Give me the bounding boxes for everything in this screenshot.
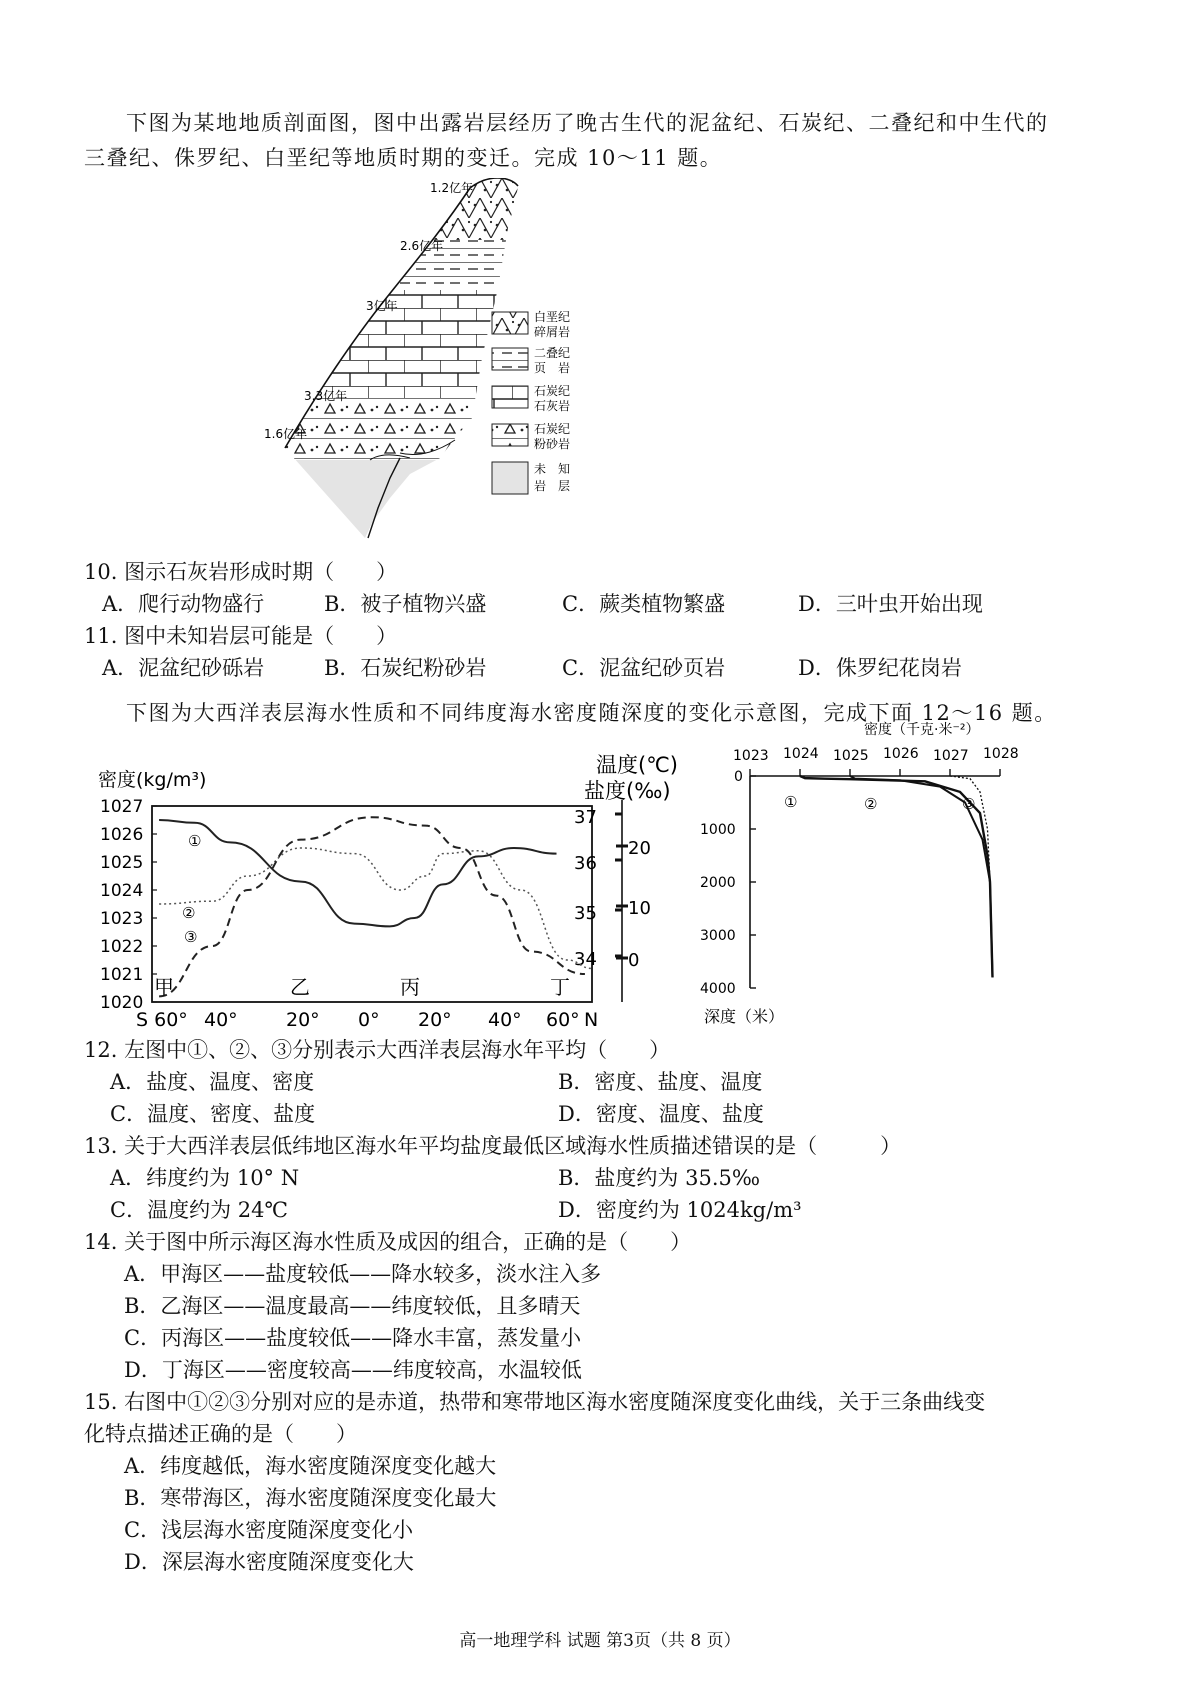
legend-unknown-l1: 未 知 [534,462,571,476]
left-salinity-tick: 36 [574,853,597,874]
q12-option-c[interactable]: C．温度、密度、盐度 [110,1102,316,1126]
q15-stem-line-2: 化特点描述正确的是（ ） [84,1422,357,1446]
left-latitude-tick: 0° [358,1009,380,1031]
legend-cretaceous-l1: 白垩纪 [534,310,571,324]
q12-option-a[interactable]: A．盐度、温度、密度 [110,1070,315,1094]
legend-siltstone-l2: 粉砂岩 [534,437,571,451]
q15-option-a[interactable]: A．纬度越低，海水密度随深度变化越大 [124,1454,497,1478]
legend-siltstone-l1: 石炭纪 [534,422,571,436]
legend-unknown-l2: 岩 层 [534,479,571,493]
q14-option-c[interactable]: C．丙海区——盐度较低——降水丰富，蒸发量小 [124,1326,582,1350]
q10-option-d[interactable]: D．三叶虫开始出现 [798,592,983,616]
q13-option-d[interactable]: D．密度约为 1024kg/m³ [558,1198,802,1222]
age-label-2: 2.6亿年 [400,239,444,253]
legend-permian-l2: 页 岩 [534,361,571,375]
left-series-line-3 [159,817,585,996]
right-depth-tick: 4000 [700,981,736,997]
q12-option-d[interactable]: D．密度、温度、盐度 [558,1102,764,1126]
age-label-3: 3亿年 [366,299,398,313]
q15-option-d[interactable]: D．深层海水密度随深度变化大 [124,1550,414,1574]
left-density-tick: 1024 [100,881,144,901]
curve-label-1: ① [188,832,202,850]
left-density-axis-label: 密度(kg/m³) [98,769,207,791]
left-salinity-tick: 35 [574,903,597,924]
legend-cretaceous-l2: 碎屑岩 [534,325,571,339]
left-plot-frame [152,806,592,1002]
curve-label-2: ② [182,904,196,922]
right-density-tick: 1023 [733,748,769,764]
geology-legend [492,310,570,494]
left-series-line-1 [159,820,556,926]
right-depth-tick: 3000 [700,928,736,944]
intro-paragraph-2: 下图为大西洋表层海水性质和不同纬度海水密度随深度的变化示意图，完成下面 12～16 题。 [126,701,1057,725]
left-density-tick: 1023 [100,909,144,929]
right-depth-label: 深度（米） [704,1007,785,1026]
right-curve-label-3: ③ [962,795,976,813]
left-latitude-tick: 20° [418,1009,452,1031]
density-depth-chart [700,720,1040,1030]
legend-limestone-l1: 石炭纪 [534,384,571,398]
q14-stem: 14. 关于图中所示海区海水性质及成因的组合，正确的是（ ） [84,1230,692,1254]
legend-permian-l1: 二叠纪 [534,346,571,360]
q11-stem: 11. 图中未知岩层可能是（ ） [84,624,398,648]
left-temperature-tick: 20 [628,838,651,859]
page-footer: 高一地理学科 试题 第3页（共 8 页） [459,1631,741,1651]
left-latitude-tick: N [584,1009,599,1031]
left-density-tick: 1026 [100,825,144,845]
left-latitude-tick: 20° [286,1009,320,1031]
q14-option-a[interactable]: A．甲海区——盐度较低——降水较多，淡水注入多 [124,1262,602,1286]
right-density-tick: 1026 [883,746,919,762]
left-temperature-axis-label: 温度(℃) [596,753,678,777]
q13-stem: 13. 关于大西洋表层低纬地区海水年平均盐度最低区域海水性质描述错误的是（ ） [84,1134,902,1158]
left-density-tick: 1025 [100,853,144,873]
q12-option-b[interactable]: B．密度、盐度、温度 [558,1070,763,1094]
q10-option-c[interactable]: C．蕨类植物繁盛 [562,592,726,616]
region-bing: 丙 [400,975,420,999]
region-jia: 甲 [154,975,174,999]
legend-limestone-l2: 石灰岩 [534,399,571,413]
curve-label-3: ③ [184,928,198,946]
q15-option-b[interactable]: B．寒带海区，海水密度随深度变化最大 [124,1486,497,1510]
right-density-tick: 1027 [933,748,969,764]
left-temperature-tick: 0 [628,950,640,971]
q11-option-a[interactable]: A．泥盆纪砂砾岩 [102,656,265,680]
left-salinity-tick: 37 [574,807,597,828]
intro-paragraph-1 [84,106,1144,176]
region-ding: 丁 [550,975,570,999]
left-salinity-tick: 34 [574,949,597,970]
left-density-tick: 1020 [100,993,144,1013]
intro-line-2: 三叠纪、侏罗纪、白垩纪等地质时期的变迁。完成 10～11 题。 [84,146,723,170]
left-salinity-axis-label: 盐度(‰) [584,779,671,803]
q14-option-b[interactable]: B．乙海区——温度最高——纬度较低，且多晴天 [124,1294,581,1318]
atlantic-surface-properties-chart [96,742,716,1032]
right-curve-label-1: ① [784,793,798,811]
left-latitude-tick: 60° [546,1009,580,1031]
right-depth-tick: 0 [734,769,743,785]
q13-option-a[interactable]: A．纬度约为 10° N [110,1166,300,1190]
geology-cross-section-figure [260,178,640,550]
right-density-tick: 1025 [833,748,869,764]
q11-option-c[interactable]: C．泥盆纪砂页岩 [562,656,726,680]
q15-stem-line-1: 15. 右图中①②③分别对应的是赤道，热带和寒带地区海水密度随深度变化曲线，关于三条曲线变 [84,1390,986,1414]
region-yi: 乙 [290,975,310,999]
q14-option-d[interactable]: D．丁海区——密度较高——纬度较高，水温较低 [124,1358,582,1382]
q11-option-d[interactable]: D．侏罗纪花岗岩 [798,656,962,680]
right-depth-tick: 1000 [700,822,736,838]
q12-stem: 12. 左图中①、②、③分别表示大西洋表层海水年平均（ ） [84,1038,671,1062]
age-label-4: 3.3亿年 [304,389,348,403]
q10-option-b[interactable]: B．被子植物兴盛 [324,592,487,616]
right-density-tick: 1028 [983,746,1019,762]
q10-option-a[interactable]: A．爬行动物盛行 [102,592,265,616]
age-label-1: 1.2亿年 [430,181,474,195]
left-density-tick: 1027 [100,797,144,817]
left-latitude-tick: 40° [488,1009,522,1031]
q10-stem: 10. 图示石灰岩形成时期（ ） [84,560,398,584]
left-temperature-tick: 10 [628,898,651,919]
left-density-tick: 1021 [100,965,144,985]
right-density-tick: 1024 [783,746,819,762]
q15-option-c[interactable]: C．浅层海水密度随深度变化小 [124,1518,414,1542]
intro-line-1: 下图为某地地质剖面图，图中出露岩层经历了晚古生代的泥盆纪、石炭纪、二叠纪和中生代的 [126,111,1049,135]
q11-option-b[interactable]: B．石炭纪粉砂岩 [324,656,487,680]
age-label-5: 1.6亿年 [264,427,308,441]
q13-option-c[interactable]: C．温度约为 24℃ [110,1198,288,1222]
right-depth-tick: 2000 [700,875,736,891]
left-latitude-tick: S 60° [136,1009,188,1031]
right-curve-label-2: ② [864,795,878,813]
right-chart-title: 密度（千克·米⁻²） [864,722,980,738]
left-latitude-tick: 40° [204,1009,238,1031]
q13-option-b[interactable]: B．盐度约为 35.5‰ [558,1166,761,1190]
left-density-tick: 1022 [100,937,144,957]
